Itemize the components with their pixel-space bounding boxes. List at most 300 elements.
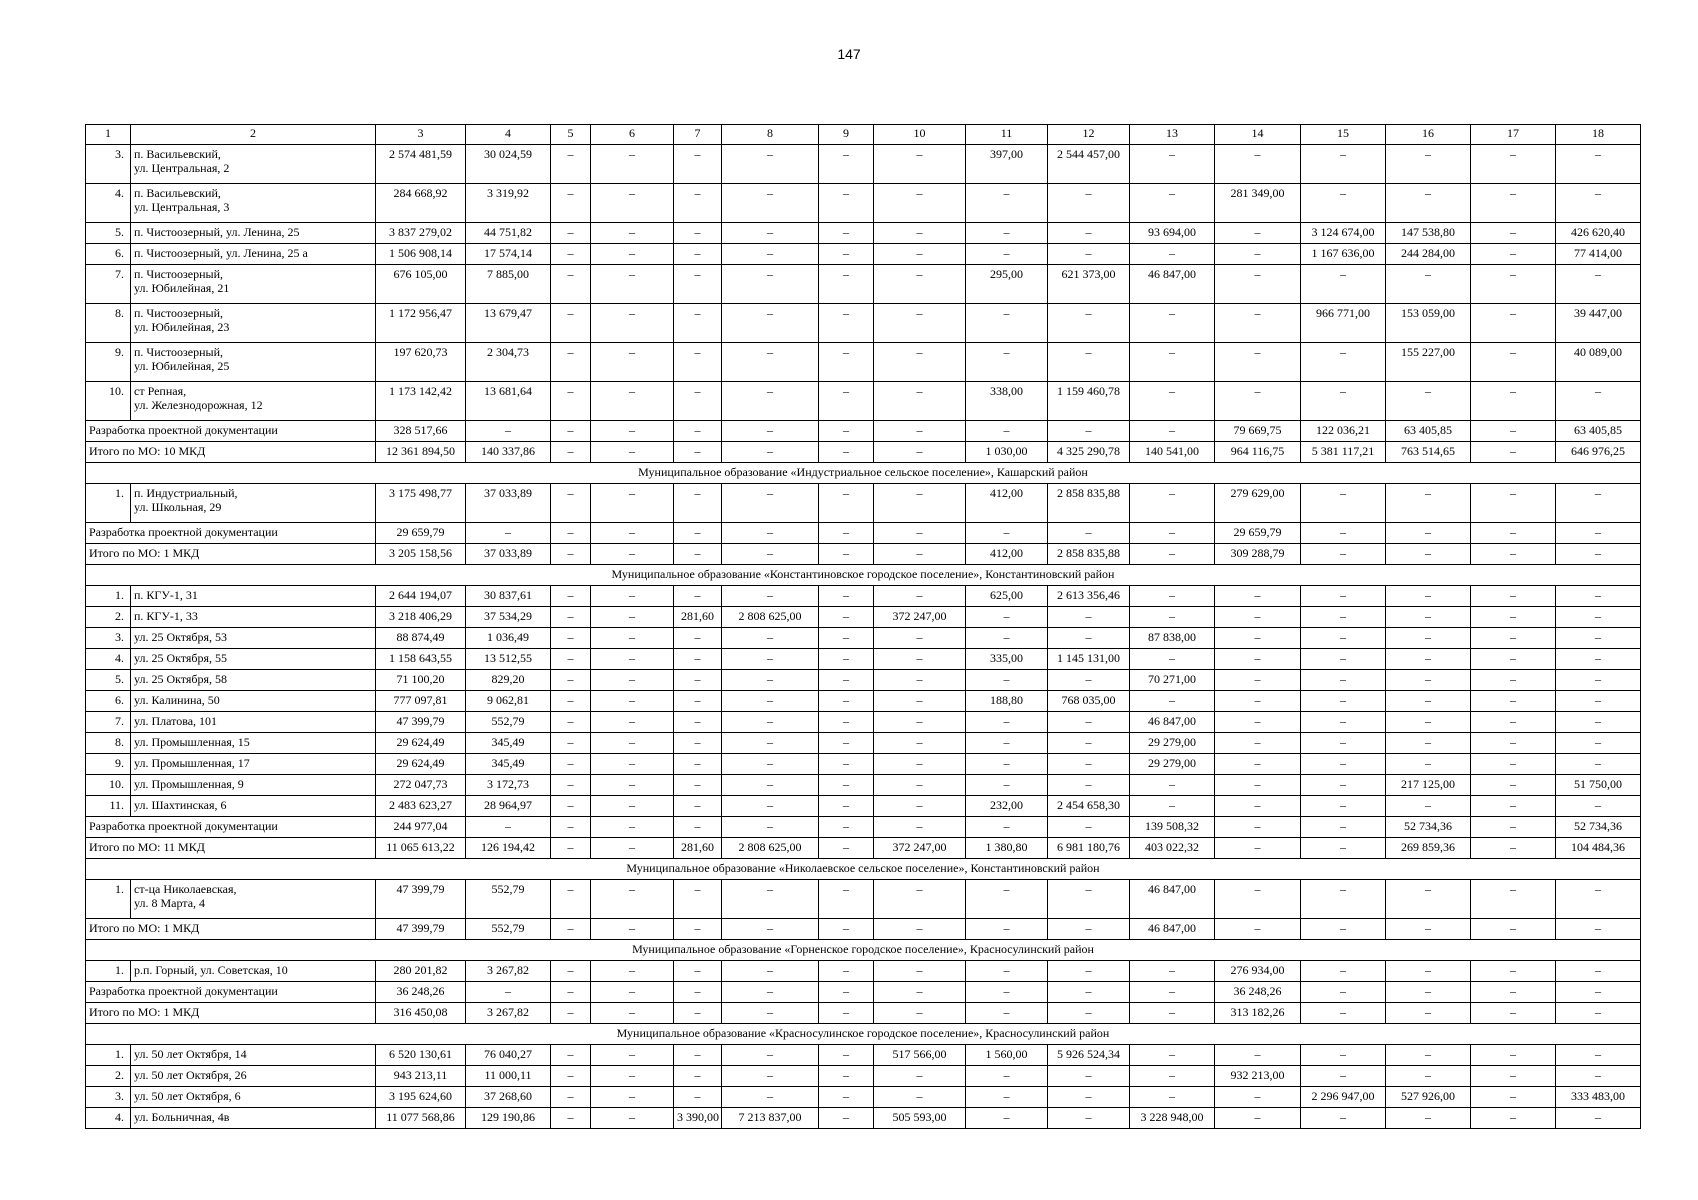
cell-value: – (722, 712, 819, 733)
cell-value: – (819, 586, 874, 607)
cell-value: – (1471, 382, 1556, 421)
cell-value: 2 574 481,59 (376, 145, 466, 184)
cell-value: – (674, 796, 722, 817)
summary-row (86, 982, 1641, 1003)
cell-value: – (674, 712, 722, 733)
cell-value: 12 361 894,50 (376, 442, 466, 463)
cell-value: 3 390,00 (674, 1108, 722, 1129)
cell-value: 52 734,36 (1386, 817, 1471, 838)
cell-value: – (1301, 586, 1386, 607)
cell-value: 122 036,21 (1301, 421, 1386, 442)
cell-value: – (1215, 880, 1301, 919)
cell-value: – (722, 145, 819, 184)
cell-value: – (1471, 607, 1556, 628)
building-address (131, 343, 376, 382)
cell-value: – (1386, 607, 1471, 628)
cell-value: – (722, 184, 819, 223)
cell-value: – (874, 184, 966, 223)
cell-value: – (551, 838, 591, 859)
cell-value: – (722, 484, 819, 523)
cell-value: 1 380,80 (966, 838, 1048, 859)
cell-value: – (1556, 670, 1641, 691)
row-number: 10. (86, 775, 131, 796)
cell-value: 281 349,00 (1215, 184, 1301, 223)
cell-value: 76 040,27 (466, 1045, 551, 1066)
row-number: 6. (86, 691, 131, 712)
cell-value: – (551, 304, 591, 343)
row-number: 1. (86, 484, 131, 523)
cell-value: 5 926 524,34 (1048, 1045, 1130, 1066)
cell-value: – (1130, 304, 1215, 343)
building-row (86, 649, 1641, 670)
cell-value: – (1471, 1108, 1556, 1129)
cell-value: – (591, 961, 674, 982)
building-row (86, 670, 1641, 691)
row-number: 1. (86, 586, 131, 607)
row-number: 9. (86, 754, 131, 775)
address-line: ул. 25 Октября, 53 (134, 630, 228, 644)
cell-value: – (591, 382, 674, 421)
cell-value: 309 288,79 (1215, 544, 1301, 565)
address-line: ул. Шахтинская, 6 (134, 798, 227, 812)
cell-value: – (674, 754, 722, 775)
cell-value: 71 100,20 (376, 670, 466, 691)
table-body (86, 125, 1641, 1129)
summary-label: Итого по МО: 1 МКД (86, 544, 376, 565)
cell-value: – (874, 265, 966, 304)
cell-value: – (1215, 649, 1301, 670)
cell-value: – (1215, 691, 1301, 712)
municipality-section-row (86, 463, 1641, 484)
cell-value: 3 175 498,77 (376, 484, 466, 523)
cell-value: – (819, 484, 874, 523)
cell-value: – (1215, 145, 1301, 184)
cell-value: – (674, 523, 722, 544)
cell-value: – (1048, 670, 1130, 691)
cell-value: 3 267,82 (466, 961, 551, 982)
cell-value: – (1471, 184, 1556, 223)
cell-value: – (966, 712, 1048, 733)
building-address (131, 304, 376, 343)
cell-value: 552,79 (466, 919, 551, 940)
cell-value: 552,79 (466, 880, 551, 919)
building-address (131, 484, 376, 523)
cell-value: – (722, 223, 819, 244)
cell-value: – (1471, 733, 1556, 754)
cell-value: – (591, 1045, 674, 1066)
column-number-header: 18 (1556, 125, 1641, 145)
cell-value: – (1130, 691, 1215, 712)
cell-value: 2 483 623,27 (376, 796, 466, 817)
cell-value: – (1048, 919, 1130, 940)
address-line: п. Чистоозерный, (134, 267, 224, 281)
column-number-header: 2 (131, 125, 376, 145)
cell-value: – (591, 484, 674, 523)
building-row (86, 961, 1641, 982)
cell-value: – (1301, 817, 1386, 838)
cell-value: 1 036,49 (466, 628, 551, 649)
cell-value: – (966, 607, 1048, 628)
cell-value: – (591, 265, 674, 304)
cell-value: – (1556, 982, 1641, 1003)
cell-value: – (591, 1003, 674, 1024)
cell-value: – (1215, 1108, 1301, 1129)
cell-value: – (722, 421, 819, 442)
cell-value: – (1215, 796, 1301, 817)
cell-value: – (1386, 586, 1471, 607)
cell-value: – (1556, 796, 1641, 817)
cell-value: – (966, 304, 1048, 343)
cell-value: – (819, 1087, 874, 1108)
cell-value: 1 159 460,78 (1048, 382, 1130, 421)
cell-value: – (1048, 880, 1130, 919)
cell-value: – (1386, 265, 1471, 304)
cell-value: – (819, 919, 874, 940)
cell-value: – (1048, 712, 1130, 733)
cell-value: – (1130, 184, 1215, 223)
cell-value: 2 858 835,88 (1048, 484, 1130, 523)
cell-value: – (1301, 1003, 1386, 1024)
address-line: п. Индустриальный, (134, 486, 238, 500)
cell-value: 29 624,49 (376, 733, 466, 754)
building-address (131, 1108, 376, 1129)
cell-value: – (1215, 628, 1301, 649)
cell-value: – (819, 691, 874, 712)
cell-value: – (1471, 670, 1556, 691)
cell-value: 7 213 837,00 (722, 1108, 819, 1129)
cell-value: – (1130, 775, 1215, 796)
cell-value: 372 247,00 (874, 838, 966, 859)
address-line: п. Васильевский, (134, 186, 221, 200)
cell-value: – (874, 775, 966, 796)
cell-value: – (1471, 796, 1556, 817)
cell-value: – (1386, 919, 1471, 940)
cell-value: – (1048, 304, 1130, 343)
cell-value: – (1301, 628, 1386, 649)
row-number: 4. (86, 1108, 131, 1129)
cell-value: – (874, 712, 966, 733)
cell-value: – (1386, 145, 1471, 184)
address-line: п. Чистоозерный, ул. Ленина, 25 (134, 225, 300, 239)
cell-value: – (1386, 1003, 1471, 1024)
cell-value: – (1301, 754, 1386, 775)
cell-value: – (466, 982, 551, 1003)
cell-value: – (1471, 982, 1556, 1003)
municipality-section-row (86, 1024, 1641, 1045)
building-row (86, 223, 1641, 244)
cell-value: – (819, 382, 874, 421)
building-address (131, 607, 376, 628)
cell-value: – (1048, 628, 1130, 649)
building-row (86, 244, 1641, 265)
cell-value: – (1556, 544, 1641, 565)
row-number: 3. (86, 628, 131, 649)
cell-value: 2 296 947,00 (1301, 1087, 1386, 1108)
cell-value: – (819, 607, 874, 628)
cell-value: 63 405,85 (1556, 421, 1641, 442)
address-line: п. Чистоозерный, (134, 306, 224, 320)
cell-value: – (1215, 919, 1301, 940)
summary-label: Разработка проектной документации (86, 982, 376, 1003)
cell-value: 517 566,00 (874, 1045, 966, 1066)
cell-value: 345,49 (466, 733, 551, 754)
cell-value: – (1048, 244, 1130, 265)
cell-value: – (1215, 775, 1301, 796)
cell-value: – (1556, 382, 1641, 421)
cell-value: – (819, 265, 874, 304)
cell-value: – (874, 244, 966, 265)
row-number: 1. (86, 1045, 131, 1066)
cell-value: – (1471, 919, 1556, 940)
cell-value: 269 859,36 (1386, 838, 1471, 859)
cell-value: – (1048, 754, 1130, 775)
cell-value: – (874, 1003, 966, 1024)
municipality-section-row (86, 859, 1641, 880)
cell-value: 943 213,11 (376, 1066, 466, 1087)
cell-value: 11 077 568,86 (376, 1108, 466, 1129)
cell-value: – (674, 343, 722, 382)
cell-value: 244 977,04 (376, 817, 466, 838)
cell-value: 333 483,00 (1556, 1087, 1641, 1108)
cell-value: – (1386, 649, 1471, 670)
cell-value: – (1048, 1108, 1130, 1129)
cell-value: – (591, 304, 674, 343)
cell-value: 77 414,00 (1556, 244, 1641, 265)
cell-value: – (966, 244, 1048, 265)
cell-value: 30 837,61 (466, 586, 551, 607)
cell-value: 403 022,32 (1130, 838, 1215, 859)
cell-value: – (591, 586, 674, 607)
cell-value: – (1130, 484, 1215, 523)
cell-value: – (1048, 184, 1130, 223)
cell-value: – (1471, 628, 1556, 649)
cell-value: – (551, 1066, 591, 1087)
cell-value: – (1301, 1066, 1386, 1087)
cell-value: – (819, 961, 874, 982)
cell-value: – (1471, 523, 1556, 544)
building-address (131, 649, 376, 670)
address-line: ул. Промышленная, 17 (134, 756, 250, 770)
cell-value: 28 964,97 (466, 796, 551, 817)
cell-value: – (722, 1003, 819, 1024)
column-number-header: 17 (1471, 125, 1556, 145)
address-line: п. Чистоозерный, ул. Ленина, 25 а (134, 246, 308, 260)
row-number: 8. (86, 733, 131, 754)
cell-value: 2 858 835,88 (1048, 544, 1130, 565)
building-row (86, 382, 1641, 421)
cell-value: – (1386, 484, 1471, 523)
cell-value: 37 033,89 (466, 544, 551, 565)
cell-value: 313 182,26 (1215, 1003, 1301, 1024)
cell-value: – (1556, 1003, 1641, 1024)
cell-value: 1 560,00 (966, 1045, 1048, 1066)
cell-value: 44 751,82 (466, 223, 551, 244)
cell-value: – (1556, 484, 1641, 523)
cell-value: – (874, 919, 966, 940)
cell-value: – (1301, 691, 1386, 712)
cell-value: – (1048, 1066, 1130, 1087)
cell-value: – (674, 265, 722, 304)
cell-value: 30 024,59 (466, 145, 551, 184)
cell-value: – (1301, 733, 1386, 754)
cell-value: – (551, 775, 591, 796)
address-line: ст Репная, (134, 384, 187, 398)
cell-value: – (966, 733, 1048, 754)
cell-value: – (1471, 1003, 1556, 1024)
cell-value: 3 124 674,00 (1301, 223, 1386, 244)
cell-value: 188,80 (966, 691, 1048, 712)
column-number-header: 15 (1301, 125, 1386, 145)
column-number-header: 6 (591, 125, 674, 145)
cell-value: – (1215, 244, 1301, 265)
cell-value: 2 644 194,07 (376, 586, 466, 607)
cell-value: 29 279,00 (1130, 754, 1215, 775)
cell-value: 338,00 (966, 382, 1048, 421)
building-address (131, 691, 376, 712)
cell-value: – (1130, 586, 1215, 607)
address-line: ул. 50 лет Октября, 26 (134, 1068, 247, 1082)
building-address (131, 961, 376, 982)
cell-value: – (591, 1066, 674, 1087)
building-row (86, 712, 1641, 733)
cell-value: – (1301, 838, 1386, 859)
cell-value: – (722, 523, 819, 544)
cell-value: – (1471, 223, 1556, 244)
summary-row (86, 817, 1641, 838)
cell-value: – (1130, 544, 1215, 565)
cell-value: – (591, 223, 674, 244)
cell-value: – (1556, 265, 1641, 304)
cell-value: – (722, 880, 819, 919)
cell-value: – (966, 961, 1048, 982)
cell-value: – (874, 1066, 966, 1087)
cell-value: – (591, 442, 674, 463)
address-line: ул. Юбилейная, 21 (134, 281, 230, 295)
cell-value: 9 062,81 (466, 691, 551, 712)
cell-value: 3 195 624,60 (376, 1087, 466, 1108)
building-row (86, 265, 1641, 304)
cell-value: – (1130, 1087, 1215, 1108)
cell-value: 2 613 356,46 (1048, 586, 1130, 607)
column-number-header: 13 (1130, 125, 1215, 145)
cell-value: – (1048, 961, 1130, 982)
cell-value: – (1386, 961, 1471, 982)
cell-value: – (874, 649, 966, 670)
summary-row (86, 838, 1641, 859)
building-address (131, 628, 376, 649)
summary-label: Итого по МО: 11 МКД (86, 838, 376, 859)
cell-value: – (874, 796, 966, 817)
cell-value: – (1301, 775, 1386, 796)
cell-value: – (674, 184, 722, 223)
cell-value: – (551, 265, 591, 304)
cell-value: – (674, 880, 722, 919)
cell-value: – (1556, 649, 1641, 670)
cell-value: – (722, 265, 819, 304)
cell-value: – (1471, 649, 1556, 670)
cell-value: – (591, 712, 674, 733)
row-number: 5. (86, 670, 131, 691)
building-row (86, 754, 1641, 775)
cell-value: – (1471, 1087, 1556, 1108)
cell-value: 47 399,79 (376, 712, 466, 733)
row-number: 4. (86, 184, 131, 223)
cell-value: – (1048, 421, 1130, 442)
row-number: 10. (86, 382, 131, 421)
cell-value: – (591, 421, 674, 442)
cell-value: 966 771,00 (1301, 304, 1386, 343)
cell-value: 147 538,80 (1386, 223, 1471, 244)
column-number-header: 5 (551, 125, 591, 145)
cell-value: – (591, 982, 674, 1003)
cell-value: – (819, 442, 874, 463)
cell-value: – (551, 544, 591, 565)
cell-value: – (1471, 244, 1556, 265)
cell-value: – (551, 442, 591, 463)
cell-value: – (874, 628, 966, 649)
column-number-header: 10 (874, 125, 966, 145)
cell-value: – (591, 796, 674, 817)
cell-value: 93 694,00 (1130, 223, 1215, 244)
cell-value: – (591, 838, 674, 859)
cell-value: 17 574,14 (466, 244, 551, 265)
cell-value: – (591, 184, 674, 223)
cell-value: – (874, 691, 966, 712)
cell-value: – (1471, 1066, 1556, 1087)
address-line: ул. Юбилейная, 25 (134, 359, 230, 373)
cell-value: 37 534,29 (466, 607, 551, 628)
cell-value: – (1215, 607, 1301, 628)
municipality-title: Муниципальное образование «Красносулинское городское поселение», Красносулинский район (86, 1024, 1641, 1045)
cell-value: – (819, 670, 874, 691)
building-row (86, 733, 1641, 754)
cell-value: 2 454 658,30 (1048, 796, 1130, 817)
cell-value: – (551, 223, 591, 244)
cell-value: 3 228 948,00 (1130, 1108, 1215, 1129)
cell-value: 3 205 158,56 (376, 544, 466, 565)
summary-row (86, 544, 1641, 565)
cell-value: – (966, 880, 1048, 919)
building-row (86, 586, 1641, 607)
cell-value: – (819, 733, 874, 754)
cell-value: – (722, 304, 819, 343)
building-address (131, 265, 376, 304)
building-address (131, 1087, 376, 1108)
building-address (131, 586, 376, 607)
cell-value: – (591, 1108, 674, 1129)
cell-value: – (551, 712, 591, 733)
municipality-section-row (86, 940, 1641, 961)
cell-value: 79 669,75 (1215, 421, 1301, 442)
cell-value: 139 508,32 (1130, 817, 1215, 838)
building-address (131, 1045, 376, 1066)
cell-value: – (591, 754, 674, 775)
address-line: ул. Центральная, 3 (134, 200, 230, 214)
cell-value: – (722, 961, 819, 982)
building-row (86, 304, 1641, 343)
cell-value: – (966, 817, 1048, 838)
cell-value: – (1130, 1066, 1215, 1087)
address-line: п. Чистоозерный, (134, 345, 224, 359)
cell-value: – (1301, 544, 1386, 565)
cell-value: – (591, 1087, 674, 1108)
row-number: 9. (86, 343, 131, 382)
cell-value: – (874, 382, 966, 421)
cell-value: – (1048, 982, 1130, 1003)
cell-value: – (551, 796, 591, 817)
cell-value: – (1048, 733, 1130, 754)
cell-value: – (874, 442, 966, 463)
